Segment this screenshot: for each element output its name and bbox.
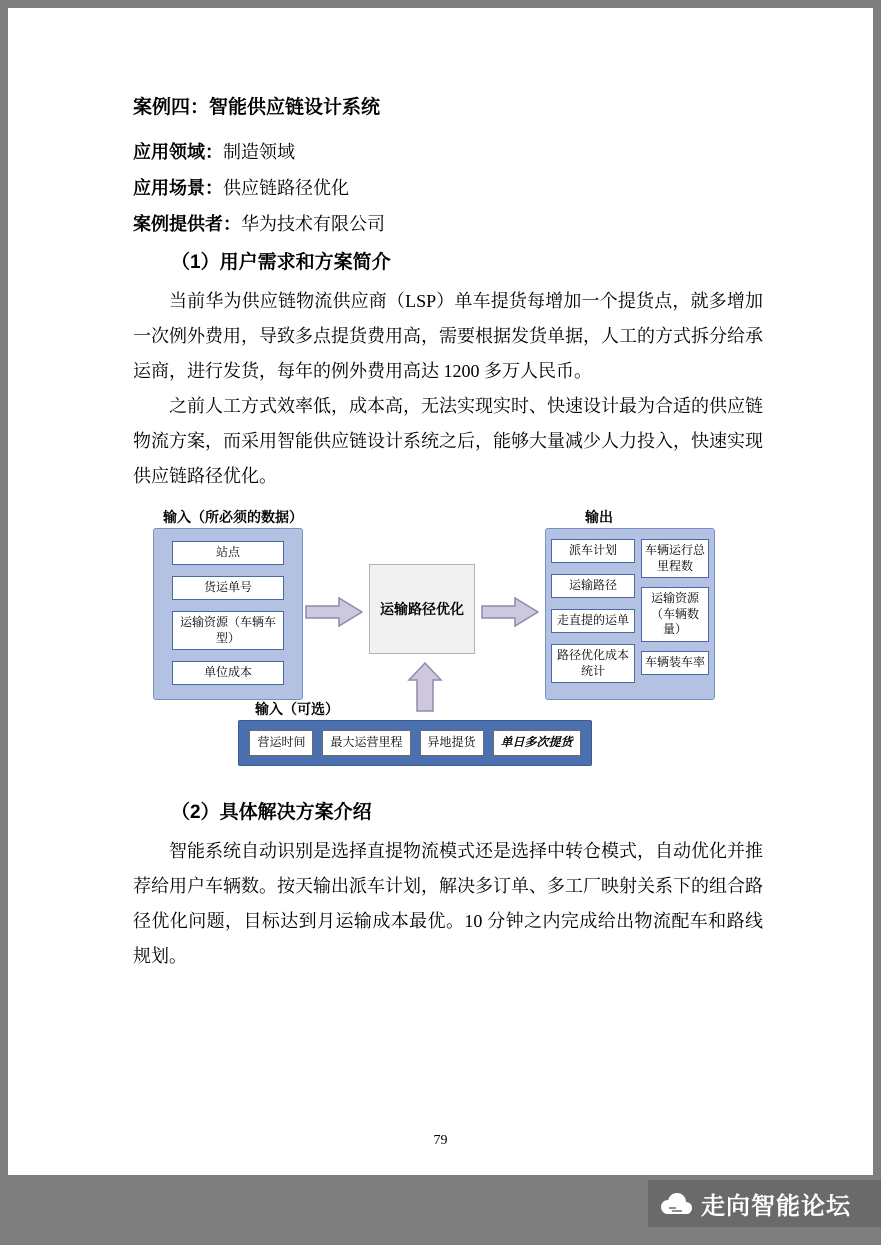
- process-box: 运输路径优化: [369, 564, 475, 654]
- supply-chain-diagram: [133, 506, 763, 778]
- section2-heading: （2）具体解决方案介绍: [171, 802, 372, 823]
- meta-value: 华为技术有限公司: [241, 214, 385, 234]
- section2-paragraph-1: 智能系统自动识别是选择直提物流模式还是选择中转仓模式，自动优化并推荐给用户车辆数。按天输出派车计划，解决多订单、多工厂映射关系下的组合路径优化问题，目标达到月运输成本最优。10 分钟之内完成给出物流配车和路线规划。: [133, 841, 763, 966]
- brand-text: 走向智能论坛: [701, 1193, 851, 1220]
- input-item: 货运单号: [172, 576, 284, 600]
- output-item: 车辆运行总里程数: [641, 539, 709, 578]
- output-item: 派车计划: [551, 539, 635, 563]
- input-item: 站点: [172, 541, 284, 565]
- arrow-right-icon: [305, 596, 363, 628]
- meta-label: 案例提供者：: [133, 214, 241, 234]
- meta-line-scenario: [133, 170, 763, 206]
- optional-input-item: 营运时间: [249, 730, 313, 756]
- output-item: 路径优化成本统计: [551, 644, 635, 683]
- brand-logo: [648, 1180, 881, 1227]
- input-item: 单位成本: [172, 661, 284, 685]
- input-optional-bar: [238, 720, 592, 766]
- section1-paragraph-2: 之前人工方式效率低，成本高，无法实现实时、快速设计最为合适的供应链物流方案，而采用智能供应链设计系统之后，能够大量减少人力投入，快速实现供应链路径优化。: [133, 396, 763, 486]
- output-item: 车辆装车率: [641, 651, 709, 675]
- meta-value: 制造领域: [223, 142, 295, 162]
- case-title: 案例四：智能供应链设计系统: [133, 97, 381, 118]
- input-optional-label: 输入（可选）: [255, 701, 339, 717]
- document-content: [133, 94, 763, 974]
- arrow-up-icon: [407, 662, 443, 712]
- document-page: [8, 8, 873, 1175]
- input-required-label: 输入（所必须的数据）: [163, 509, 303, 525]
- optional-input-item: 最大运营里程: [322, 730, 410, 756]
- section1-heading: （1）用户需求和方案简介: [171, 252, 391, 273]
- meta-line-provider: [133, 206, 763, 242]
- optional-input-item: 异地提货: [420, 730, 484, 756]
- output-item: 运输资源（车辆数量）: [641, 587, 709, 642]
- meta-line-field: [133, 134, 763, 170]
- output-panel: [545, 528, 715, 700]
- meta-label: 应用场景：: [133, 178, 223, 198]
- section1-paragraph-1: 当前华为供应链物流供应商（LSP）单车提货每增加一个提货点，就多增加一次例外费用，导致多点提货费用高，需要根据发货单据，人工的方式拆分给承运商，进行发货，每年的例外费用高达 1200 多万人民币。: [133, 291, 763, 381]
- input-required-panel: [153, 528, 303, 700]
- meta-label: 应用领域：: [133, 142, 223, 162]
- output-item: 走直提的运单: [551, 609, 635, 633]
- output-column-2: [641, 539, 709, 689]
- page-number: 79: [433, 1133, 448, 1148]
- meta-value: 供应链路径优化: [223, 178, 349, 198]
- optional-input-item: 单日多次提货: [493, 730, 581, 756]
- output-item: 运输路径: [551, 574, 635, 598]
- output-label: 输出: [585, 509, 613, 525]
- cloud-icon: [656, 1190, 694, 1218]
- output-column-1: [551, 539, 635, 689]
- arrow-right-icon: [481, 596, 539, 628]
- input-item: 运输资源（车辆车型）: [172, 611, 284, 650]
